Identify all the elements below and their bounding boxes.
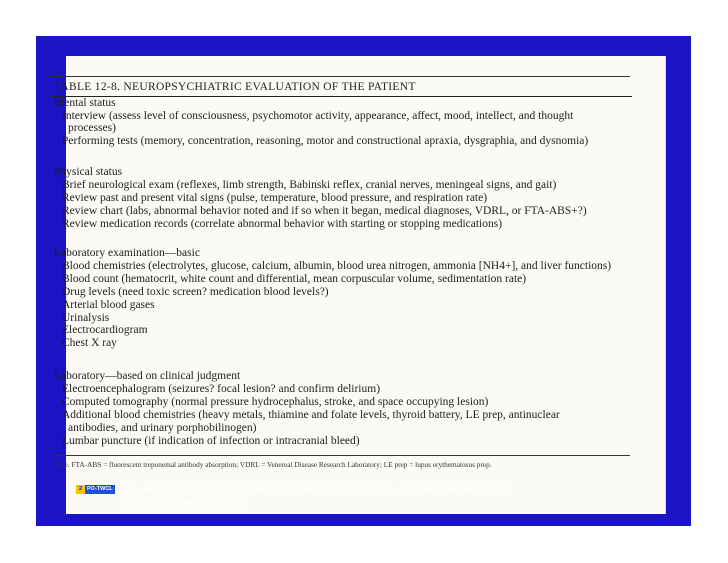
section-laboratory-basic (54, 247, 611, 350)
section-line: Electrocardiogram (62, 324, 148, 337)
section-laboratory-clinical-judgment (54, 370, 560, 447)
section-line: Blood chemistries (electrolytes, glucose, calcium, albumin, blood urea nitrogen, ammonia [NH4+], and liver functions) (62, 259, 612, 272)
section-line: Review chart (labs, abnormal behavior noted and if so when it began, medical diagnoses, VDRL, or FTA-ABS+?) (62, 205, 587, 217)
citation (76, 484, 511, 509)
note-label: Note. (54, 460, 70, 469)
section-line: Electroencephalogram (seizures? focal lesion? and confirm delirium) (62, 382, 381, 395)
section-line: Chest X ray (62, 337, 117, 350)
section-line: Urinalysis (62, 311, 110, 324)
section-heading: Laboratory—based on clinical judgment (54, 370, 241, 382)
section-heading: Laboratory examination—basic (54, 247, 200, 259)
section-line: Interview (assess level of consciousness, psychomotor activity, appearance, affect, mood, intellect, and thought (62, 109, 574, 122)
section-heading: Physical status (54, 166, 123, 178)
section-line: Lumbar puncture (if indication of infection or intracranial bleed) (62, 434, 360, 447)
section-line: processes) (68, 122, 116, 135)
table-title: TABLE 12-8. NEUROPSYCHIATRIC EVALUATION OF THE PATIENT (54, 81, 416, 93)
section-line: Review past and present vital signs (pulse, temperature, blood pressure, and respiration rate) (62, 192, 488, 204)
section-line: Brief neurological exam (reflexes, limb strength, Babinski reflex, cranial nerves, meningeal signs, and gait) (62, 179, 557, 191)
section-mental-status (54, 97, 588, 147)
note-rule (52, 455, 630, 456)
logo-number: 2 (76, 485, 85, 494)
section-physical-status (54, 166, 587, 231)
logo-text: PO-TWCL (87, 486, 113, 492)
section-heading: Mental status (54, 97, 116, 109)
top-rule (52, 76, 630, 77)
section-line: Additional blood chemistries (heavy metals, thiamine and folate levels, thyroid battery, LE prep, antinuclear (62, 408, 560, 421)
section-line: Review medication records (correlate abnormal behavior with starting or stopping medications) (62, 218, 503, 230)
section-line: Drug levels (need toxic screen? medication blood levels?) (62, 285, 329, 298)
section-line: Computed tomography (normal pressure hydrocephalus, stroke, and space occupying lesion) (62, 395, 489, 408)
note-text: FTA-ABS = fluorescent treponemal antibody absorption; VDRL = Venereal Disease Research Laboratory; LE prep = lupus erythematosus prep. (71, 460, 492, 469)
section-line: Blood count (hematocrit, white count and differential, mean corpuscular volume, sedimentation rate) (62, 272, 527, 285)
citation-line-1: Wise MG, Brandt GT. Delirium. In Yudofsky SC, Hales RE. Neuropsychiatry, 2nd Edition. Washington, D.C., (123, 485, 512, 494)
section-line: Arterial blood gases (62, 298, 155, 311)
table-note (54, 460, 492, 469)
citation-line-2: American Psychiatric Press, 1992. (123, 497, 248, 507)
section-line: Performing tests (memory, concentration, reasoning, motor and constructional apraxia, dysgraphia, and dysnomia) (62, 134, 589, 147)
section-line: antibodies, and urinary porphobilinogen) (68, 421, 257, 434)
